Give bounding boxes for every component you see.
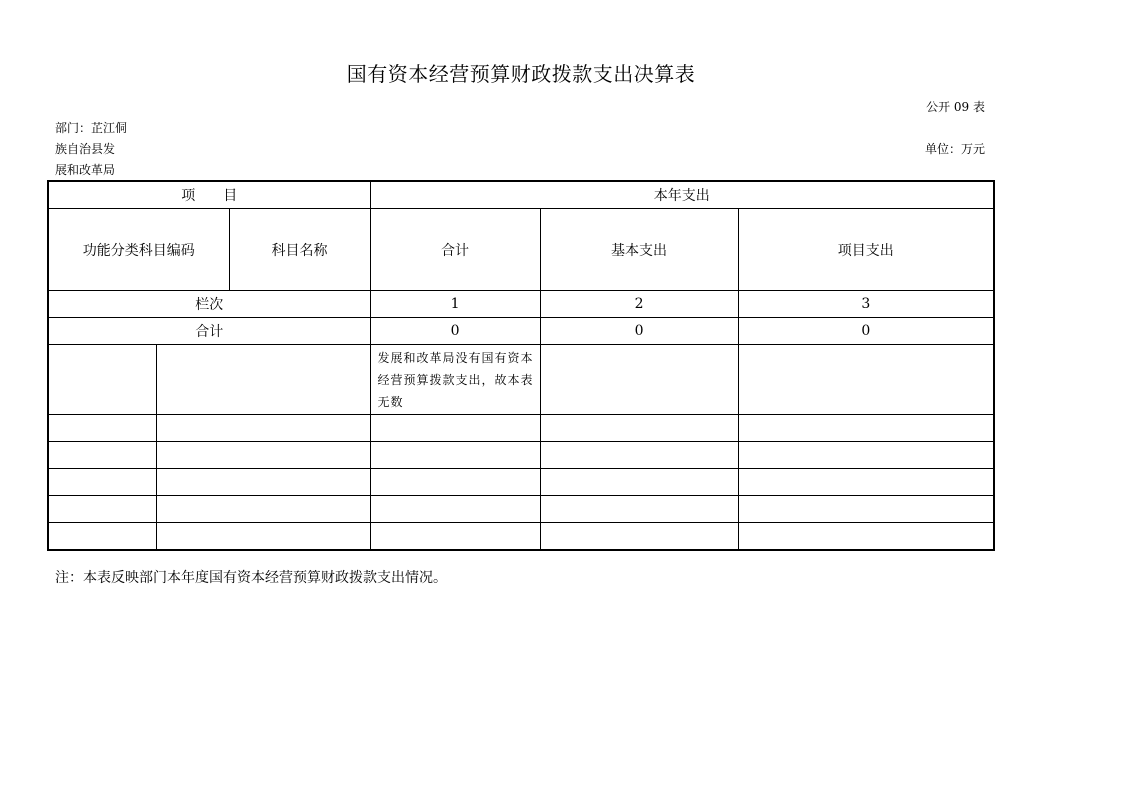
unit-label: 单位：万元 bbox=[924, 142, 985, 156]
table-row bbox=[48, 415, 994, 442]
table-cell bbox=[540, 442, 738, 469]
header-function-code: 功能分类科目编码 bbox=[48, 209, 229, 291]
footnote: 注：本表反映部门本年度国有资本经营预算财政拨款支出情况。 bbox=[55, 570, 447, 586]
table-cell bbox=[738, 345, 994, 415]
total-row-label: 合计 bbox=[48, 318, 370, 345]
header-total: 合计 bbox=[370, 209, 540, 291]
table-cell bbox=[540, 415, 738, 442]
department-line: 部门：芷江侗 bbox=[55, 121, 128, 135]
table-cell bbox=[540, 469, 738, 496]
header-basic: 基本支出 bbox=[540, 209, 738, 291]
table-cell bbox=[156, 345, 370, 415]
table-cell bbox=[48, 345, 156, 415]
table-row bbox=[48, 523, 994, 551]
table-cell bbox=[370, 442, 540, 469]
header-subject-name: 科目名称 bbox=[229, 209, 370, 291]
table-cell bbox=[540, 523, 738, 551]
no-data-note: 发展和改革局没有国有资本经营预算拨款支出，故本表无数 bbox=[370, 345, 540, 415]
table-cell bbox=[156, 469, 370, 496]
table-cell bbox=[738, 469, 994, 496]
table-row bbox=[48, 469, 994, 496]
form-code: 公开 09 表 bbox=[926, 100, 985, 114]
table-cell bbox=[540, 496, 738, 523]
table-cell bbox=[370, 523, 540, 551]
expenditure-table bbox=[47, 180, 995, 551]
table-cell bbox=[370, 496, 540, 523]
column-number-label: 栏次 bbox=[48, 291, 370, 318]
header-project-expenditure: 项目支出 bbox=[738, 209, 994, 291]
department-label bbox=[55, 118, 135, 181]
table-cell bbox=[156, 496, 370, 523]
department-line: 展和改革局 bbox=[55, 163, 116, 177]
total-row-basic: 0 bbox=[540, 318, 738, 345]
table-cell bbox=[540, 345, 738, 415]
table-cell bbox=[48, 469, 156, 496]
table-cell bbox=[738, 523, 994, 551]
table-cell bbox=[48, 442, 156, 469]
table-cell bbox=[48, 496, 156, 523]
table-cell bbox=[48, 523, 156, 551]
table-cell bbox=[156, 523, 370, 551]
table-cell bbox=[48, 415, 156, 442]
column-number-3: 3 bbox=[738, 291, 994, 318]
header-current-year: 本年支出 bbox=[370, 181, 994, 209]
table-cell bbox=[738, 415, 994, 442]
column-number-1: 1 bbox=[370, 291, 540, 318]
table-cell bbox=[370, 469, 540, 496]
page-title: 国有资本经营预算财政拨款支出决算表 bbox=[346, 62, 696, 86]
table-cell bbox=[738, 496, 994, 523]
table-cell bbox=[738, 442, 994, 469]
total-row-total: 0 bbox=[370, 318, 540, 345]
total-row-project: 0 bbox=[738, 318, 994, 345]
table-row bbox=[48, 496, 994, 523]
table-cell bbox=[370, 415, 540, 442]
table-row bbox=[48, 442, 994, 469]
header-project: 项 目 bbox=[48, 181, 370, 209]
table-cell bbox=[156, 442, 370, 469]
table-cell bbox=[156, 415, 370, 442]
column-number-2: 2 bbox=[540, 291, 738, 318]
department-line: 族自治县发 bbox=[55, 142, 116, 156]
